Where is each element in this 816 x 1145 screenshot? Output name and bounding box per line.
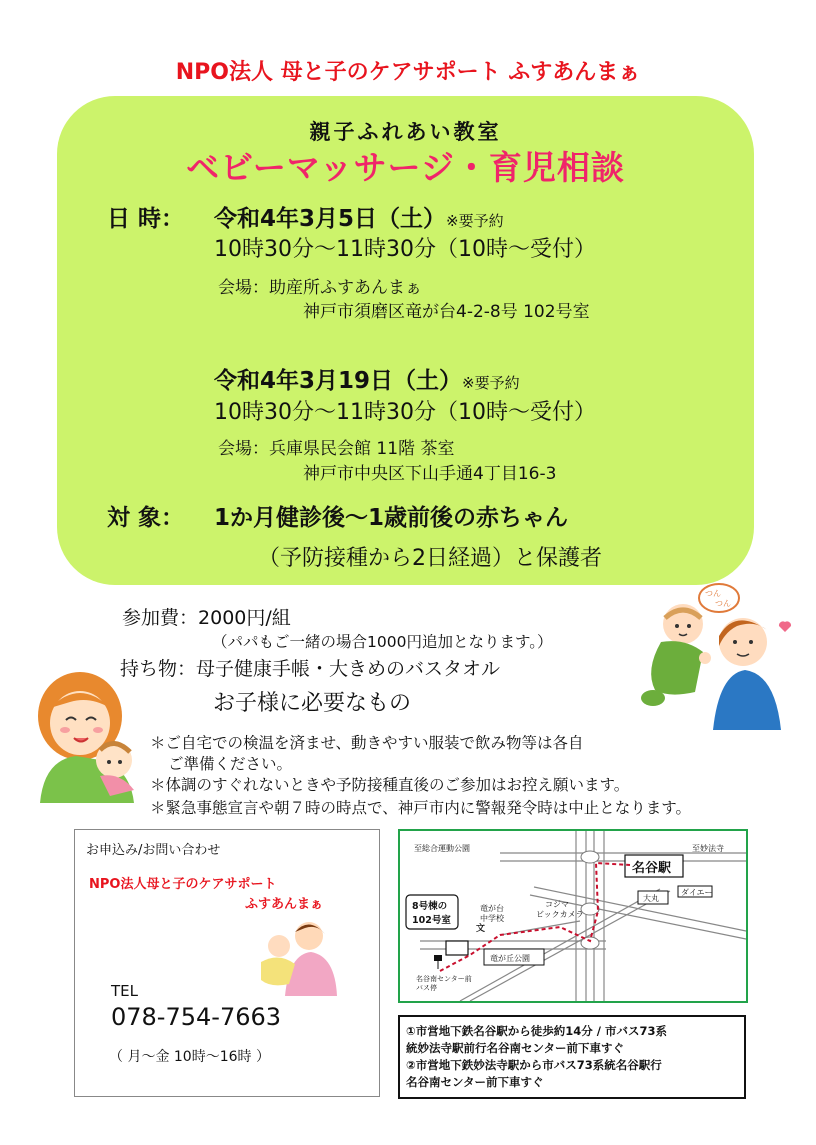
road-right-label: 至妙法寺 [692, 844, 724, 853]
session-1-date: 令和4年3月5日（土） [214, 206, 447, 232]
tel-label: TEL [111, 982, 138, 1000]
contact-heading: お申込み/お問い合わせ [86, 843, 221, 858]
svg-text:つん: つん [715, 599, 731, 608]
station-label: 名谷駅 [632, 861, 672, 876]
park-label: 竜が丘公園 [490, 954, 530, 963]
organization-title: NPO法人 母と子のケアサポート ふすあんまぁ [175, 60, 641, 85]
session-2-venue-line [218, 434, 454, 459]
note-2: ＊体調のすぐれないときや予防接種直後のご参加はお控え願います。 [150, 776, 630, 794]
building-label-2: 102号室 [412, 915, 451, 926]
fee-label: 参加費： [122, 607, 199, 629]
fee-note: （パパもご一緒の場合1000円追加となります。） [212, 633, 553, 651]
session-2-date: 令和4年3月19日（土） [214, 368, 463, 394]
session-1-reservation: ※要予約 [446, 212, 504, 230]
session-2-venue-label: 会場： [218, 439, 269, 459]
note-1-cont: ご準備ください。 [168, 755, 293, 773]
bic-camera-label: ビックカメラ [536, 910, 584, 919]
bus-stop-label-2: バス停 [416, 984, 437, 992]
note-3: ＊緊急事態宣言や朝７時の時点で、神戸市内に警報発令時は中止となります。 [150, 799, 691, 817]
contact-org-line-2: ふすあんまぁ [245, 897, 324, 912]
mother-feeding-illustration [255, 916, 341, 996]
session-2-address: 神戸市中央区下山手通4丁目16-3 [303, 464, 557, 484]
access-map [398, 829, 748, 1003]
daiei-label: ダイエー [681, 888, 713, 897]
items-label: 持ち物： [120, 658, 197, 680]
session-2-reservation: ※要予約 [462, 374, 520, 392]
class-subtitle: 親子ふれあい教室 [309, 120, 502, 144]
fee-value: 2000円/組 [198, 607, 291, 629]
items-line-2: お子様に必要なもの [213, 691, 412, 716]
bus-stop-label-1: 名谷南センター前 [416, 975, 472, 983]
session-2-date-line [214, 362, 520, 395]
building-label-1: 8号棟の [412, 901, 448, 912]
session-1-venue-label: 会場： [218, 278, 269, 298]
road-left-label: 至総合運動公園 [414, 844, 470, 853]
session-2-time: 10時30分～11時30分（10時～受付） [214, 400, 596, 425]
route-line-2: 統妙法寺駅前行名谷南センター前下車すぐ [406, 1041, 625, 1055]
session-2-venue: 兵庫県民会館 11階 茶室 [269, 439, 455, 459]
business-hours: （ 月～金 10時～16時 ） [109, 1049, 270, 1065]
class-title: ベビーマッサージ・育児相談 [186, 148, 625, 187]
school-label-1: 竜が台 [480, 904, 504, 913]
mother-baby-illustration [30, 668, 148, 803]
daimaru-label: 大丸 [643, 894, 659, 903]
session-1-venue: 助産所ふすあんまぁ [269, 278, 422, 298]
map-drawing [400, 831, 746, 1001]
route-line-3: ②市営地下鉄妙法寺駅から市バス73系統名谷駅行 [406, 1058, 662, 1072]
fee-line [122, 603, 291, 630]
target-line-2: （予防接種から2日経過）と保護者 [258, 546, 602, 571]
session-1-time: 10時30分～11時30分（10時～受付） [214, 237, 596, 262]
school-icon: 文 [476, 924, 486, 934]
building-icon [446, 941, 468, 955]
target-label: 対 象： [107, 505, 185, 531]
kojima-label: コジマ [545, 900, 569, 909]
items-value-1: 母子健康手帳・大きめのバスタオル [196, 658, 501, 680]
note-1: ＊ご自宅での検温を済ませ、動きやすい服装で飲み物等は各自 [150, 734, 584, 752]
route-line-1: ①市営地下鉄名谷駅から徒歩約14分 / 市バス73系 [406, 1024, 667, 1038]
tel-number[interactable]: 078-754-7663 [111, 1003, 282, 1031]
items-line-1 [120, 654, 500, 681]
svg-text:つん: つん [705, 589, 721, 598]
session-1-address: 神戸市須磨区竜が台4-2-8号 102号室 [303, 302, 590, 322]
route-info-box [398, 1015, 746, 1099]
school-label-2: 中学校 [480, 914, 504, 923]
contact-org-line-1: NPO法人母と子のケアサポート [89, 877, 277, 892]
session-1-date-line [214, 200, 504, 233]
schedule-label: 日 時： [107, 206, 185, 232]
session-1-venue-line [218, 273, 422, 298]
contact-box [74, 829, 380, 1097]
target-line-1: 1か月健診後～1歳前後の赤ちゃん [214, 505, 569, 531]
father-baby-illustration [625, 580, 795, 730]
route-line-4: 名谷南センター前下車すぐ [406, 1075, 544, 1089]
